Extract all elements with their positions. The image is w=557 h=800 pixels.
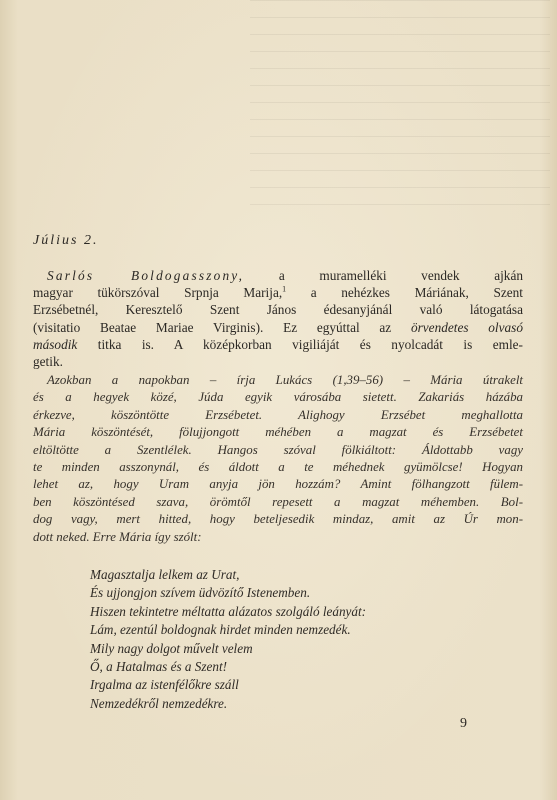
text-line: lehet az, hogy Uram anyja jön hozzám? Amint fölhangzott fülem- (33, 477, 523, 492)
text-line: és a hegyek közé, Júda egyik városába sietett. Zakariás házába (33, 390, 523, 405)
text-line: (visitatio Beatae Mariae Virginis). Ez egyúttal az örvendetes olvasó (33, 319, 523, 335)
text-line: magyar tükörszóval Srpnja Marija,$^1$ a nehézkes Máriának, Szent (33, 284, 523, 301)
text-line: Azokban a napokban – írja Lukács (1,39–56) – Mária útrakelt (47, 373, 523, 387)
text-line: eltöltötte a Szentlélek. Hangos szóval fölkiáltott: Áldottabb vagy (33, 442, 523, 457)
feast-name: Sarlós Boldogasszony, (47, 268, 245, 283)
main-paragraph (33, 267, 523, 370)
poem-line: Nemzedékről nemzedékre. (90, 695, 228, 711)
text-line: második titka is. A középkorban vigiliáját és nyolcadát is emle- (33, 336, 523, 352)
poem-line: És ujjongjon szívem üdvözítő Istenemben. (90, 585, 311, 601)
text-line: getik. (33, 354, 63, 370)
date-heading: Július 2. (33, 233, 99, 248)
text-line: dog vagy, mert hitted, hogy beteljesedik mindaz, amit az Úr mon- (33, 512, 523, 527)
text-line: Sarlós Boldogasszony, a muramelléki vendek ajkán (47, 268, 524, 283)
page-number: 9 (460, 716, 467, 731)
poem-line: Ő, a Hatalmas és a Szent! (90, 659, 227, 675)
poem-line: Hiszen tekintetre méltatta alázatos szolgáló leányát: (90, 603, 367, 619)
poem-line: Mily nagy dolgot művelt velem (90, 640, 253, 656)
text-line: te minden asszonynál, és áldott a te méhednek gyümölcse! Hogyan (33, 460, 523, 475)
text-line: dott neked. Erre Mária így szólt: (33, 529, 202, 544)
text-line: Mária köszöntését, fölujjongott méhében a magzat és Erzsébetet (33, 425, 523, 440)
footnote-marker: 1 (282, 284, 287, 294)
poem-line: Magasztalja lelkem az Urat, (90, 567, 240, 582)
text-line: érkezve, köszöntötte Erzsébetet. Alighogy Erzsébet meghallotta (33, 407, 523, 422)
show-through-texture (250, 0, 550, 220)
text-line: Erzsébetnél, Keresztelő Szent János édesanyjánál való látogatása (33, 302, 523, 318)
magnificat-poem (90, 566, 366, 713)
poem-line: Irgalma az istenfélőkre száll (90, 677, 239, 693)
gospel-quote-paragraph (33, 372, 523, 546)
text-line: ben köszöntésed szava, örömtől repesett a magzat méhemben. Bol- (33, 494, 523, 509)
poem-line: Lám, ezentúl boldognak hirdet minden nemzedék. (90, 622, 351, 638)
